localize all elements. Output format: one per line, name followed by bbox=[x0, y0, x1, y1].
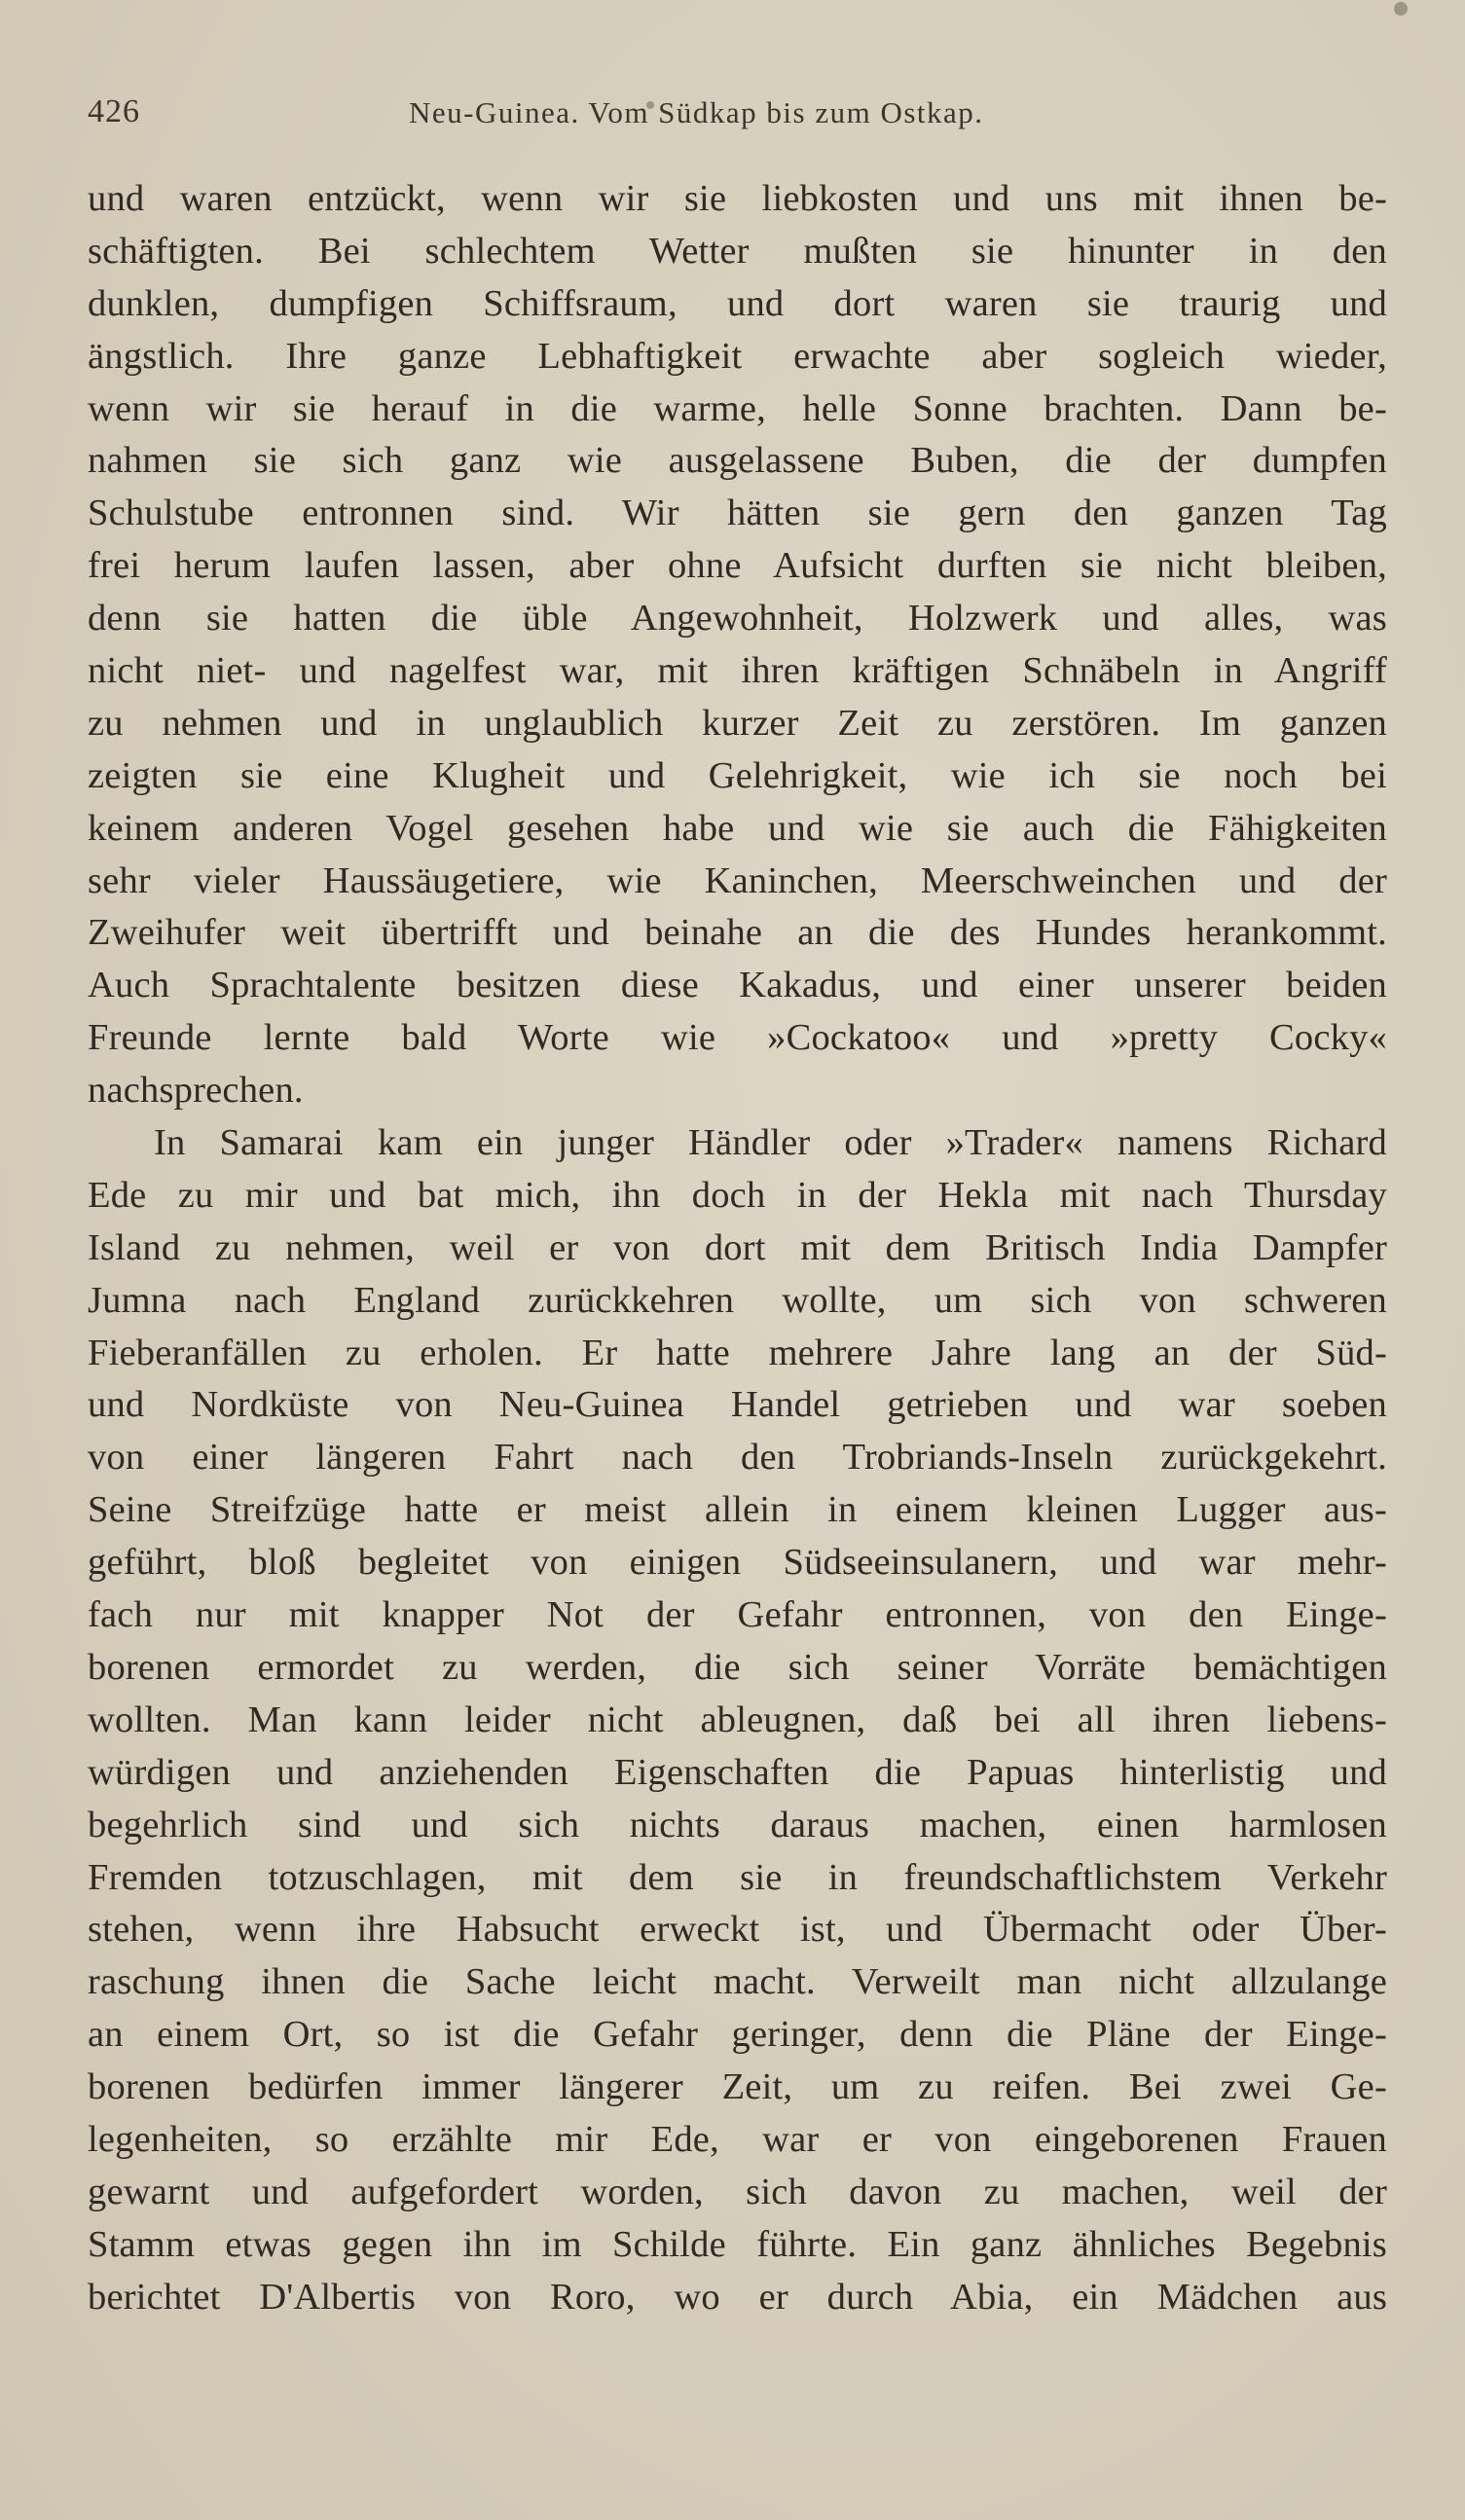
ink-speck bbox=[1394, 2, 1408, 16]
text-line: wollten. Man kann leider nicht ableugnen, daß bei all ihren liebens- bbox=[88, 1698, 1387, 1740]
text-line: nahmen sie sich ganz wie ausgelassene Buben, die der dumpfen bbox=[88, 440, 1387, 482]
text-line: schäftigten. Bei schlechtem Wetter mußten sie hinunter in den bbox=[88, 230, 1387, 272]
page-header bbox=[88, 93, 1387, 142]
text-line: von einer längeren Fahrt nach den Trobriands-Inseln zurückgekehrt. bbox=[88, 1437, 1387, 1479]
text-line: an einem Ort, so ist die Gefahr geringer, denn die Pläne der Einge- bbox=[88, 2014, 1387, 2056]
text-line: Seine Streifzüge hatte er meist allein in einem kleinen Lugger aus- bbox=[88, 1489, 1387, 1531]
text-line: begehrlich sind und sich nichts daraus machen, einen harmlosen bbox=[88, 1804, 1387, 1845]
text-line: Schulstube entronnen sind. Wir hätten sie gern den ganzen Tag bbox=[88, 493, 1387, 534]
text-line: dunklen, dumpfigen Schiffsraum, und dort waren sie traurig und bbox=[88, 282, 1387, 324]
text-line: berichtet D'Albertis von Roro, wo er durch Abia, ein Mädchen aus bbox=[88, 2276, 1387, 2318]
text-line: zeigten sie eine Klugheit und Gelehrigkeit, wie ich sie noch bei bbox=[88, 754, 1387, 796]
page-number: 426 bbox=[88, 93, 140, 129]
text-line: und waren entzückt, wenn wir sie liebkosten und uns mit ihnen be- bbox=[88, 178, 1387, 219]
text-line: Fieberanfällen zu erholen. Er hatte mehrere Jahre lang an der Süd- bbox=[88, 1332, 1387, 1373]
text-line: stehen, wenn ihre Habsucht erweckt ist, und Übermacht oder Über- bbox=[88, 1909, 1387, 1951]
text-line: zu nehmen und in unglaublich kurzer Zeit zu zerstören. Im ganzen bbox=[88, 702, 1387, 744]
text-line: Ede zu mir und bat mich, ihn doch in der Hekla mit nach Thursday bbox=[88, 1174, 1387, 1216]
text-line: Fremden totzuschlagen, mit dem sie in freundschaftlichstem Verkehr bbox=[88, 1856, 1387, 1898]
text-line: borenen bedürfen immer längerer Zeit, um zu reifen. Bei zwei Ge- bbox=[88, 2066, 1387, 2108]
text-line: Zweihufer weit übertrifft und beinahe an die des Hundes herankommt. bbox=[88, 912, 1387, 954]
text-line: In Samarai kam ein junger Händler oder »Trader« namens Richard bbox=[154, 1122, 1387, 1164]
text-line: wenn wir sie herauf in die warme, helle Sonne brachten. Dann be- bbox=[88, 387, 1387, 429]
text-line: sehr vieler Haussäugetiere, wie Kaninchen, Meerschweinchen und der bbox=[88, 859, 1387, 901]
text-line: raschung ihnen die Sache leicht macht. Verweilt man nicht allzulange bbox=[88, 1961, 1387, 2003]
text-line: würdigen und anziehenden Eigenschaften die Papuas hinterlistig und bbox=[88, 1751, 1387, 1793]
text-line: denn sie hatten die üble Angewohnheit, Holzwerk und alles, was bbox=[88, 598, 1387, 639]
text-line: nachsprechen. bbox=[88, 1070, 304, 1112]
text-line: ängstlich. Ihre ganze Lebhaftigkeit erwachte aber sogleich wieder, bbox=[88, 335, 1387, 377]
text-line: Jumna nach England zurückkehren wollte, um sich von schweren bbox=[88, 1279, 1387, 1321]
text-line: Auch Sprachtalente besitzen diese Kakadus, und einer unserer beiden bbox=[88, 965, 1387, 1006]
text-line: und Nordküste von Neu-Guinea Handel getrieben und war soeben bbox=[88, 1384, 1387, 1426]
text-line: frei herum laufen lassen, aber ohne Aufsicht durften sie nicht bleiben, bbox=[88, 545, 1387, 587]
text-line: keinem anderen Vogel gesehen habe und wie sie auch die Fähigkeiten bbox=[88, 807, 1387, 849]
text-line: Freunde lernte bald Worte wie »Cockatoo« und »pretty Cocky« bbox=[88, 1017, 1387, 1059]
text-line: fach nur mit knapper Not der Gefahr entronnen, von den Einge- bbox=[88, 1594, 1387, 1636]
running-head: Neu-Guinea. Vom Südkap bis zum Ostkap. bbox=[409, 95, 984, 129]
body-text bbox=[88, 173, 1387, 2324]
text-line: geführt, bloß begleitet von einigen Südseeinsulanern, und war mehr- bbox=[88, 1542, 1387, 1584]
text-line: Island zu nehmen, weil er von dort mit dem Britisch India Dampfer bbox=[88, 1226, 1387, 1268]
text-line: Stamm etwas gegen ihn im Schilde führte. Ein ganz ähnliches Begebnis bbox=[88, 2223, 1387, 2265]
text-line: gewarnt und aufgefordert worden, sich davon zu machen, weil der bbox=[88, 2171, 1387, 2212]
text-line: legenheiten, so erzählte mir Ede, war er von eingeborenen Frauen bbox=[88, 2118, 1387, 2160]
text-line: nicht niet- und nagelfest war, mit ihren kräftigen Schnäbeln in Angriff bbox=[88, 650, 1387, 692]
text-line: borenen ermordet zu werden, die sich seiner Vorräte bemächtigen bbox=[88, 1646, 1387, 1688]
